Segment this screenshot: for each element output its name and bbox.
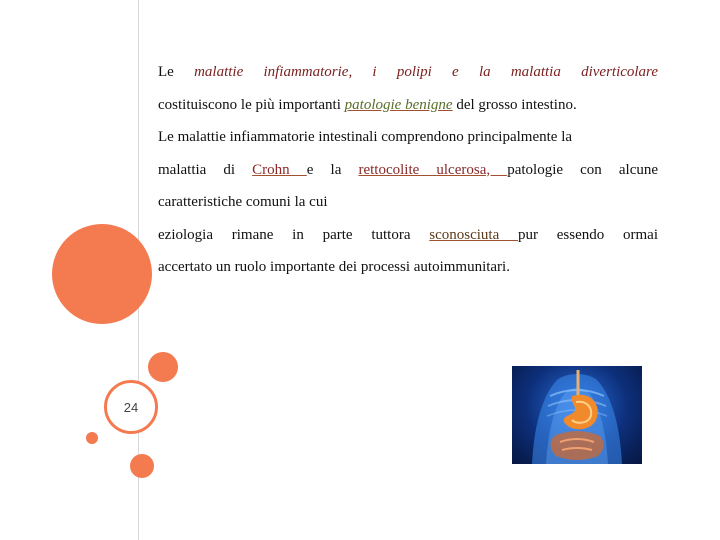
page-number-badge	[104, 380, 158, 434]
slide-text-block	[158, 56, 658, 284]
text-fragment: del grosso intestino.	[452, 96, 577, 113]
decorative-circle-small	[148, 352, 178, 382]
decorative-circle-bottom	[130, 454, 154, 478]
text-line-6	[158, 219, 658, 252]
text-line-7: accertato un ruolo importante dei processi autoimmunitari.	[158, 259, 510, 275]
text-line-3: Le malattie infiammatorie intestinali comprendono principalmente la	[158, 129, 573, 145]
link-crohn[interactable]: Crohn	[252, 161, 307, 178]
text-line-4	[158, 154, 658, 187]
text-fragment: pur essendo ormai	[518, 226, 659, 243]
page-number: 24	[123, 399, 139, 415]
text-fragment: malattia di	[158, 161, 253, 178]
text-line-1	[158, 56, 658, 89]
link-ulcerosa[interactable]: ulcerosa,	[436, 161, 508, 178]
text-line-5: caratteristiche comuni la cui	[158, 194, 328, 210]
digestive-system-illustration	[512, 366, 642, 464]
link-sconosciuta[interactable]: sconosciuta	[429, 226, 518, 243]
decorative-circle-large	[52, 224, 152, 324]
text-fragment: costituiscono le più importanti	[158, 96, 345, 113]
digestive-system-icon	[512, 366, 642, 464]
text-line-2	[158, 89, 658, 122]
text-fragment: Le	[158, 64, 195, 80]
text-fragment: patologie con alcune	[507, 161, 659, 178]
highlight-phrase-diseases: malattie infiammatorie, i polipi e la malattia diverticolare	[194, 64, 658, 80]
link-rettocolite[interactable]: rettocolite	[358, 161, 437, 178]
highlight-phrase-benign: patologie benigne	[344, 96, 453, 113]
text-fragment: e la	[306, 161, 359, 178]
decorative-circle-tiny	[86, 432, 98, 444]
text-fragment: eziologia rimane in parte tuttora	[158, 226, 430, 243]
